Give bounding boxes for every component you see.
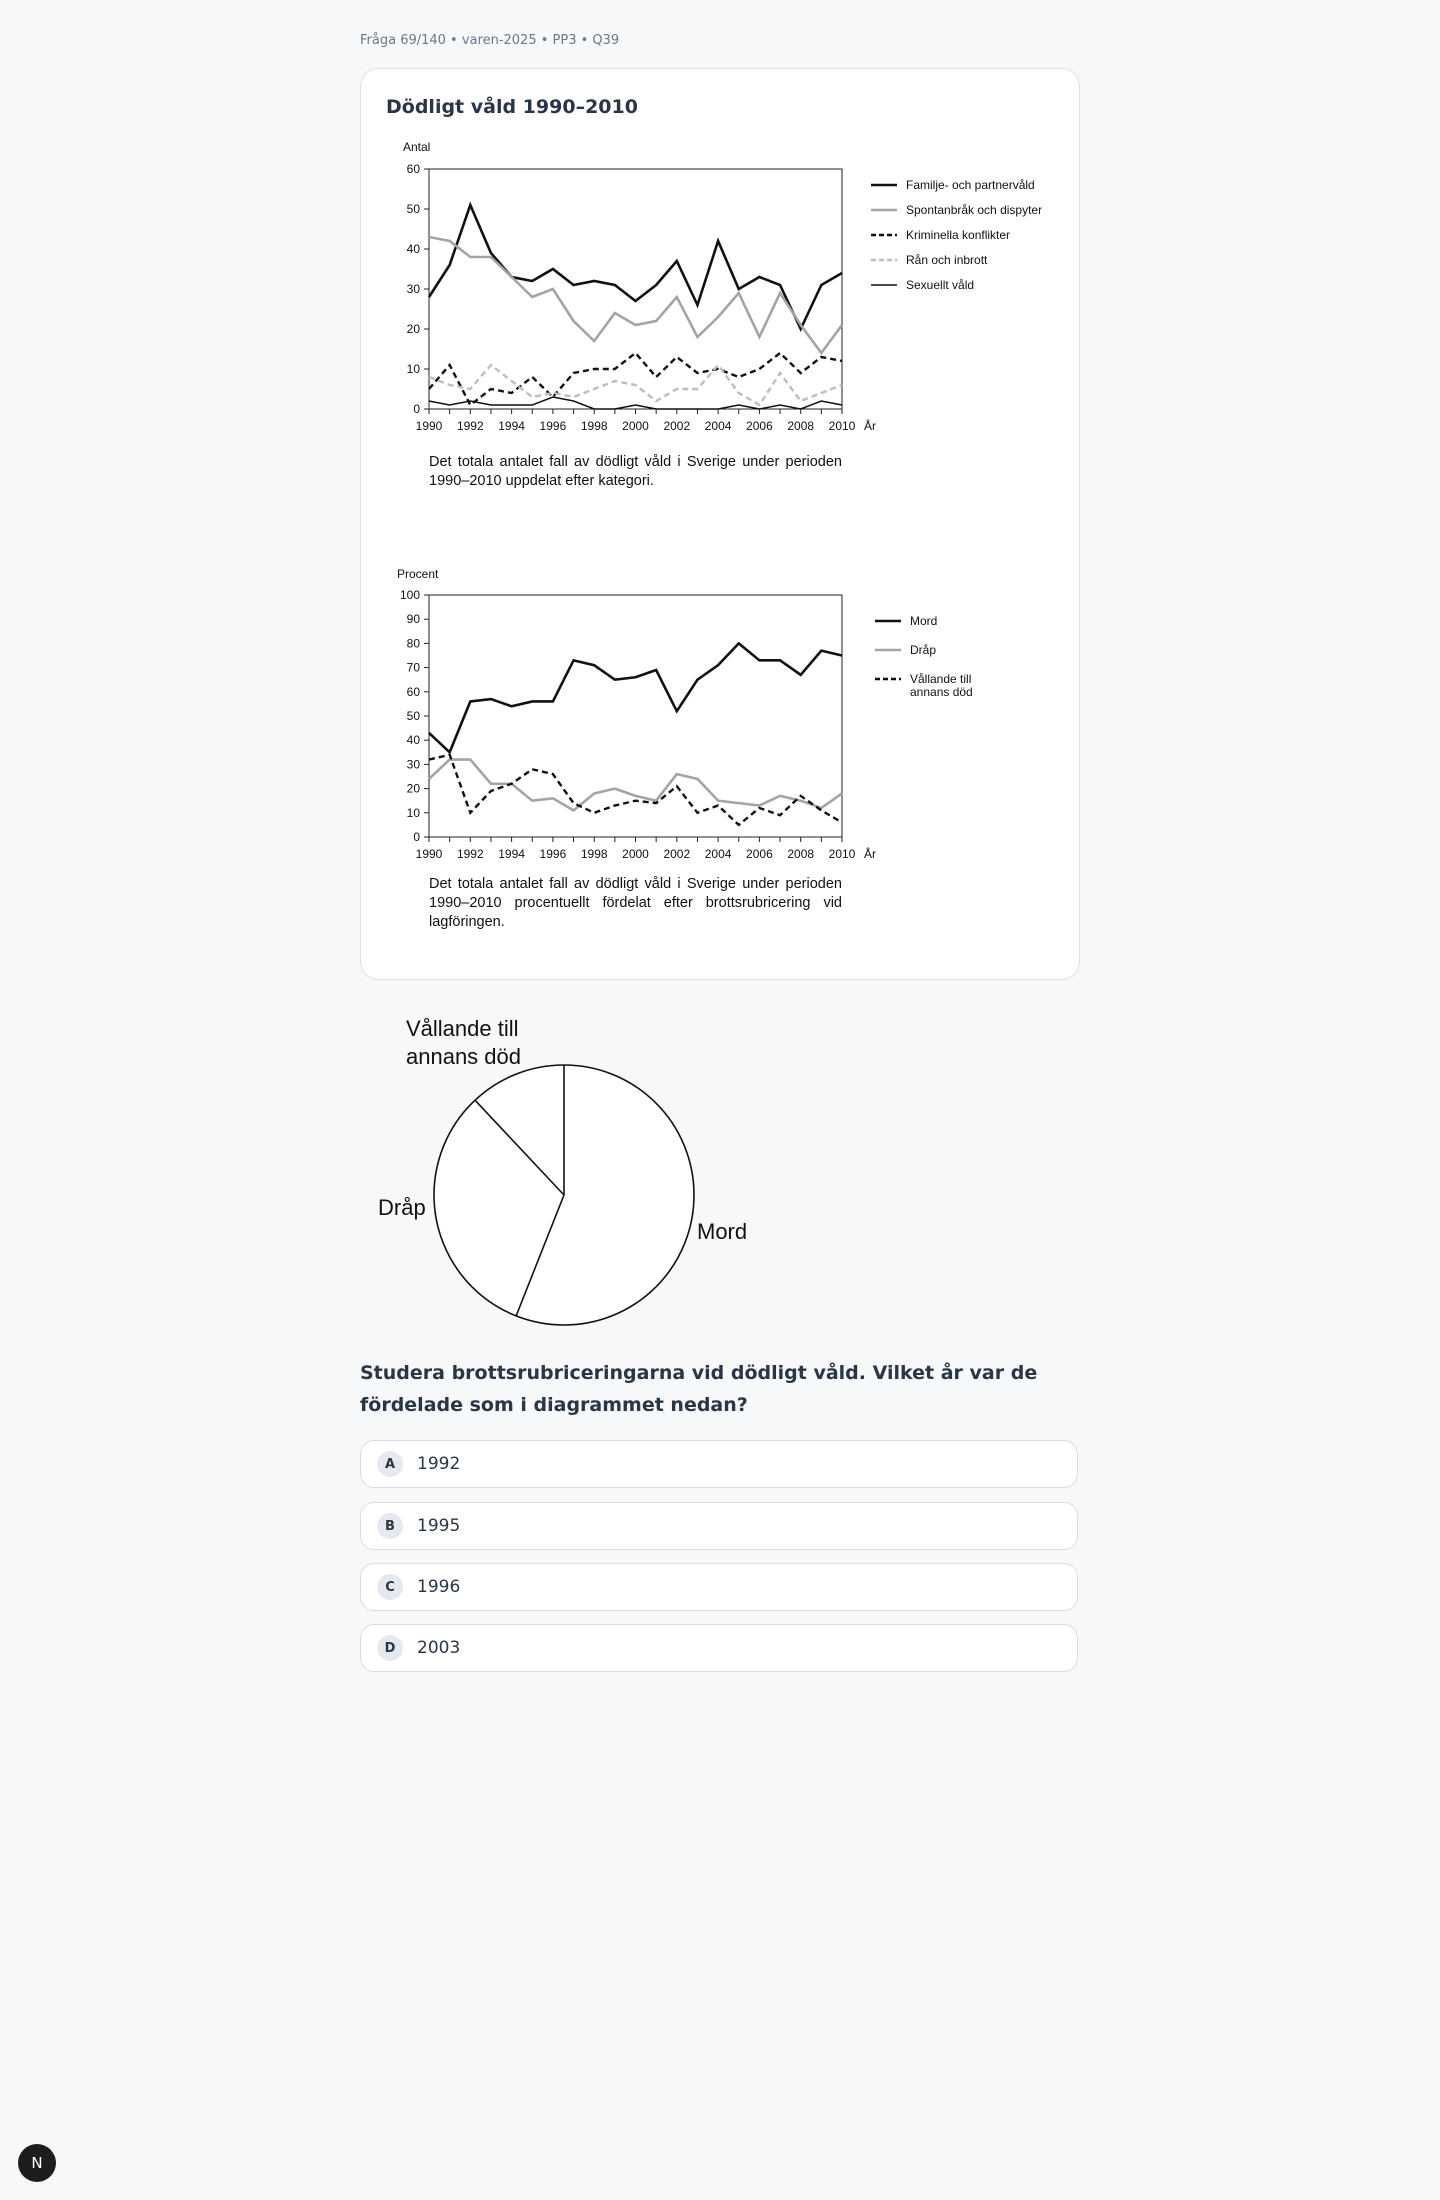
x-tick-label: 2006 [746, 847, 773, 861]
pie-label-vallande-line2: annans död [406, 1044, 521, 1069]
x-tick-label: 1990 [415, 847, 443, 861]
line-chart-2 [397, 567, 973, 861]
option-d[interactable] [360, 1624, 1078, 1672]
x-tick-label: 1998 [580, 419, 608, 433]
legend-label: annans död [910, 685, 973, 699]
y-tick-label: 80 [406, 636, 420, 651]
x-tick-label: 2010 [828, 847, 856, 861]
series-line-2 [429, 760, 842, 811]
x-tick-label: 2004 [704, 419, 732, 433]
x-tick-label: 2008 [787, 419, 815, 433]
y-tick-label: 50 [406, 202, 420, 216]
option-a[interactable] [360, 1440, 1078, 1488]
y-tick-label: 50 [406, 709, 420, 723]
chart1-caption: Det totala antalet fall av dödligt våld i Sverige under perioden 1990–2010 uppdelat efter kategori. [429, 454, 842, 489]
x-tick-label: 1992 [456, 847, 484, 861]
series-line-4 [429, 365, 842, 405]
y-tick-label: 60 [406, 162, 420, 176]
y-tick-label: 60 [406, 684, 420, 699]
line-chart-1 [403, 140, 1042, 433]
y-tick-label: 30 [406, 757, 420, 772]
y-tick-label: 100 [399, 588, 420, 602]
x-tick-label: 2002 [663, 847, 691, 861]
x-tick-label: 2006 [746, 419, 773, 433]
legend-label: Sexuellt våld [906, 278, 975, 292]
option-d-letter: D [377, 1635, 403, 1661]
pie-label-vallande-line1: Vållande till [406, 1016, 519, 1041]
pie-label-vallande [406, 1015, 521, 1071]
x-tick-label: 2008 [787, 847, 815, 861]
option-c-letter: C [377, 1574, 403, 1600]
x-tick-label: 1996 [539, 847, 567, 861]
x-tick-label: 2000 [622, 847, 649, 861]
charts-figure [361, 69, 1079, 979]
y-tick-label: 0 [413, 830, 420, 844]
option-c-text: 1996 [417, 1577, 461, 1597]
y-axis-label: Antal [403, 140, 431, 154]
n-logo-icon[interactable]: N [18, 2144, 56, 2182]
option-b[interactable] [360, 1502, 1078, 1550]
question-meta: Fråga 69/140 • varen-2025 • PP3 • Q39 [360, 33, 620, 48]
option-a-letter: A [377, 1451, 403, 1477]
y-tick-label: 90 [406, 612, 420, 627]
y-tick-label: 40 [406, 242, 420, 256]
pie-label-mord: Mord [697, 1219, 748, 1244]
series-line-3 [429, 755, 842, 825]
series-line-1 [429, 643, 842, 752]
figure-card [360, 68, 1080, 980]
legend-label: Vållande till [910, 672, 972, 686]
x-tick-label: 2010 [828, 419, 856, 433]
x-tick-label: 1994 [498, 419, 525, 433]
x-tick-label: 1994 [498, 847, 525, 861]
pie-figure [360, 1010, 780, 1340]
legend-label: Familje- och partnervåld [906, 178, 1035, 192]
option-a-text: 1992 [417, 1454, 461, 1474]
legend-label: Dråp [910, 643, 937, 657]
option-c[interactable] [360, 1563, 1078, 1611]
y-tick-label: 10 [406, 362, 420, 376]
legend-label: Spontanbråk och dispyter [906, 203, 1043, 217]
series-line-3 [429, 353, 842, 405]
y-tick-label: 20 [406, 322, 420, 336]
y-tick-label: 0 [413, 402, 420, 416]
option-b-letter: B [377, 1513, 403, 1539]
y-tick-label: 70 [406, 660, 420, 675]
series-line-1 [429, 205, 842, 329]
y-tick-label: 10 [406, 805, 420, 820]
legend-label: Rån och inbrott [906, 253, 988, 267]
option-d-text: 2003 [417, 1638, 461, 1658]
y-tick-label: 30 [406, 282, 420, 296]
chart2-caption: Det totala antalet fall av dödligt våld i Sverige under perioden 1990–2010 procentuellt fördelat efter brottsrubricering vid lagföringen. [429, 876, 842, 930]
x-tick-label: 2004 [704, 847, 732, 861]
x-tick-label: 1990 [415, 419, 443, 433]
x-tick-label: 2000 [622, 419, 649, 433]
card-title: Dödligt våld 1990–2010 [386, 96, 638, 118]
series-line-5 [429, 397, 842, 409]
y-tick-label: 40 [406, 733, 420, 748]
y-tick-label: 20 [406, 781, 420, 796]
x-tick-label: 1998 [580, 847, 608, 861]
pie-label-drap: Dråp [378, 1195, 426, 1220]
x-tick-label: 1992 [456, 419, 484, 433]
question-text: Studera brottsrubriceringarna vid dödligt våld. Vilket år var de fördelade som i diagrammet nedan? [360, 1362, 1038, 1416]
x-tick-label: 2002 [663, 419, 691, 433]
legend-label: Kriminella konflikter [906, 228, 1011, 242]
legend-label: Mord [910, 614, 938, 628]
x-tick-label: 1996 [539, 419, 567, 433]
x-axis-label: År [864, 419, 876, 433]
x-axis-label: År [864, 847, 876, 861]
option-b-text: 1995 [417, 1516, 461, 1536]
y-axis-label: Procent [397, 567, 439, 581]
